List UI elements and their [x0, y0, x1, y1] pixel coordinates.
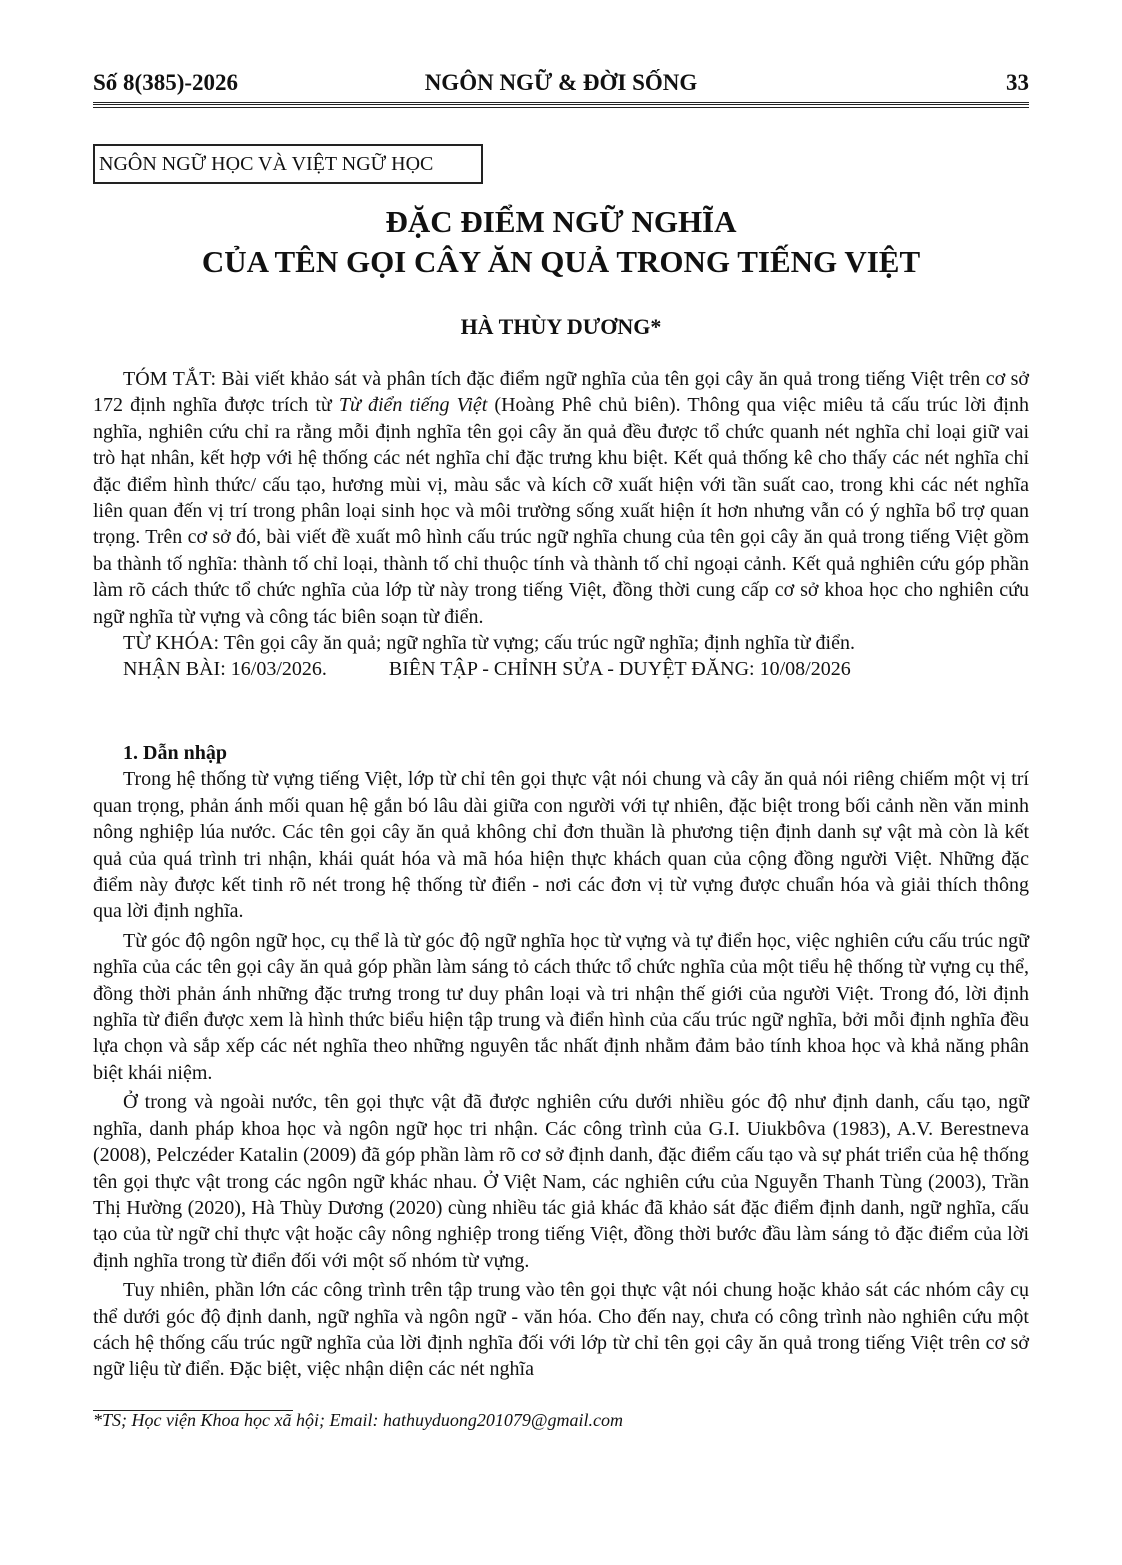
abstract-part-2: (Hoàng Phê chủ biên). Thông qua việc miêu tả cấu trúc lời định nghĩa, nghiên cứu chỉ ra rằng mỗi định nghĩa tên gọi cây ăn quả đều được tổ chức quanh nét nghĩa chỉ loại giữ vai trò hạt nhân, kết hợp với hệ thống các nét nghĩa chỉ đặc trưng khu biệt. Kết quả thống kê cho thấy các nét nghĩa chỉ đặc điểm hình thức/ cấu tạo, hương mùi vị, màu sắc và kích cỡ xuất hiện với tần suất cao, trong khi các nét nghĩa liên quan đến vị trí trong phân loại sinh học và môi trường sống xuất hiện ít hơn nhưng vẫn có ý nghĩa bổ trợ quan trọng. Trên cơ sở đó, bài viết đề xuất mô hình cấu trúc ngữ nghĩa chung của tên gọi cây ăn quả trong tiếng Việt gồm ba thành tố nghĩa: thành tố chỉ loại, thành tố chỉ thuộc tính và thành tố chỉ ngoại cảnh. Kết quả nghiên cứu góp phần làm rõ cách thức tổ chức nghĩa của lớp từ này trong tiếng Việt, đồng thời cung cấp cơ sở khoa học cho nghiên cứu ngữ nghĩa từ vựng và công tác biên soạn từ điển. [93, 394, 1029, 628]
issue-number: Số 8(385)-2026 [93, 70, 239, 95]
dictionary-title: Từ điển tiếng Việt [338, 394, 488, 417]
abstract-part-1: TÓM TẮT: Bài viết khảo sát và phân tích đặc điểm ngữ nghĩa của tên gọi cây ăn quả trong tiếng Việt trên cơ sở 172 định nghĩa được trích từ [93, 368, 1029, 417]
author-footnote: *TS; Học viện Khoa học xã hội; Email: hathuyduong201079@gmail.com [93, 1410, 623, 1430]
edited-date: BIÊN TẬP - CHỈNH SỬA - DUYỆT ĐĂNG: 10/08/2026 [388, 658, 851, 681]
running-header [93, 68, 1029, 108]
paragraph: Từ góc độ ngôn ngữ học, cụ thể là từ góc độ ngữ nghĩa học từ vựng và tự điển học, việc nghiên cứu cấu trúc ngữ nghĩa của các tên gọi cây ăn quả góp phần làm sáng tỏ cách thức tổ chức nghĩa của một tiểu hệ thống từ vựng cụ thể, đồng thời phản ánh những đặc trưng trong tư duy phân loại và tri nhận thế giới của người Việt. Trong đó, lời định nghĩa từ điển được xem là hình thức biểu hiện tập trung và điển hình của cấu trúc ngữ nghĩa, bởi mỗi định nghĩa đều lựa chọn và sắp xếp các nét nghĩa theo những nguyên tắc nhất định nhằm đảm bảo tính khoa học và khả năng phân biệt khái niệm. [93, 929, 1029, 1084]
title-line-1: ĐẶC ĐIỂM NGỮ NGHĨA [385, 204, 737, 239]
paragraph: Tuy nhiên, phần lớn các công trình trên tập trung vào tên gọi thực vật nói chung hoặc khảo sát các nhóm cây cụ thể dưới góc độ định danh, ngữ nghĩa và ngôn ngữ - văn hóa. Cho đến nay, chưa có công trình nào nghiên cứu một cách hệ thống cấu trúc ngữ nghĩa của lời định nghĩa đối với lớp từ chỉ tên gọi cây ăn quả trong tiếng Việt trên cơ sở ngữ liệu từ điển. Đặc biệt, việc nhận diện các nét nghĩa [93, 1279, 1029, 1381]
author-name: HÀ THÙY DƯƠNG* [460, 314, 662, 339]
article-title [93, 202, 1029, 282]
abstract [93, 366, 1029, 683]
article-dates [93, 656, 1029, 682]
received-date: NHẬN BÀI: 16/03/2026. [123, 658, 327, 681]
section-label: NGÔN NGỮ HỌC VÀ VIỆT NGỮ HỌC [93, 144, 483, 184]
header-rule [93, 102, 1029, 108]
journal-name: NGÔN NGỮ & ĐỜI SỐNG [424, 70, 698, 95]
section-heading: 1. Dẫn nhập [123, 742, 227, 764]
paragraph: Trong hệ thống từ vựng tiếng Việt, lớp từ chỉ tên gọi thực vật nói chung và cây ăn quả nói riêng chiếm một vị trí quan trọng, phản ánh mối quan hệ gắn bó lâu dài giữa con người với tự nhiên, đặc biệt trong bối cảnh nền văn minh nông nghiệp lúa nước. Các tên gọi cây ăn quả không chỉ đơn thuần là phương tiện định danh sự vật mà còn là kết quả của quá trình tri nhận, khái quát hóa và mã hóa hiện thực khách quan của cộng đồng người Việt. Những đặc điểm này được kết tinh rõ nét trong hệ thống từ điển - nơi các đơn vị từ vựng được chuẩn hóa và giải thích thông qua lời định nghĩa. [93, 768, 1029, 923]
keywords: TỪ KHÓA: Tên gọi cây ăn quả; ngữ nghĩa từ vựng; cấu trúc ngữ nghĩa; định nghĩa từ điển. [123, 632, 855, 655]
article-body [93, 740, 1029, 1386]
title-line-2: CỦA TÊN GỌI CÂY ĂN QUẢ TRONG TIẾNG VIỆT [201, 244, 921, 279]
abstract-text [93, 366, 1029, 630]
page [93, 68, 1029, 1430]
paragraph: Ở trong và ngoài nước, tên gọi thực vật đã được nghiên cứu dưới nhiều góc độ như định danh, cấu tạo, ngữ nghĩa, danh pháp khoa học và ngôn ngữ học tri nhận. Các công trình của G.I. Uiukbôva (1983), A.V. Berestneva (2008), Pelczéder Katalin (2009) đã góp phần làm rõ cơ sở định danh, đặc điểm cấu tạo và sự phát triển của hệ thống tên gọi thực vật trong các ngôn ngữ khác nhau. Ở Việt Nam, các nghiên cứu của Nguyễn Thanh Tùng (2003), Trần Thị Hường (2020), Hà Thùy Dương (2020) cùng nhiều tác giả khác đã khảo sát đặc điểm định danh, ngữ nghĩa, cấu tạo của từ ngữ chỉ thực vật hoặc cây nông nghiệp trong tiếng Việt, đồng thời bước đầu làm sáng tỏ đặc điểm của lời định nghĩa trong từ điển đối với một số nhóm từ vựng. [93, 1091, 1029, 1272]
page-number: 33 [1006, 70, 1029, 95]
